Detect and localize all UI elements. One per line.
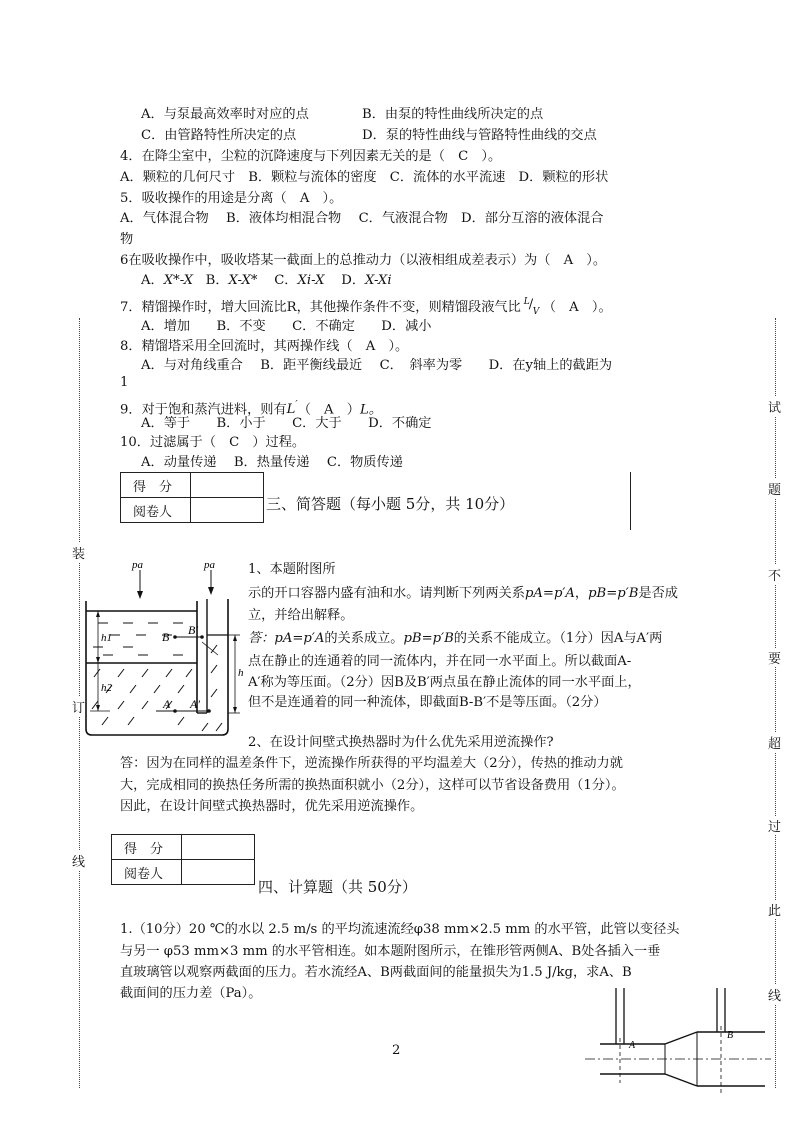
calc1-line1: 1.（10分）20 ℃的水以 2.5 m/s 的平均流速流经φ38 mm×2.5 mm 的水平管，此管以变径头	[120, 922, 680, 937]
page-number: 2	[392, 1043, 401, 1058]
q7-stem-text: 7．精馏操作时，增大回流比R，其他操作条件不变，则精馏段液气比	[120, 300, 521, 315]
score-label: 得 分	[112, 835, 182, 860]
q9-stem-end: L。	[359, 402, 382, 418]
q6-opt-c-label: C．	[274, 273, 298, 288]
grader-label: 阅卷人	[112, 860, 182, 885]
sa2-question: 2、在设计间壁式换热器时为什么优先采用逆流操作?	[248, 735, 554, 750]
sa1-l2-sep: ，	[574, 586, 589, 601]
margin-right-char: 不	[768, 565, 781, 584]
calc1-line2: 与另一 φ53 mm×3 mm 的水平管相连。如本题附图所示，在锥形管两侧A、B处各插入一垂	[120, 944, 661, 959]
margin-right-char: 题	[768, 479, 781, 498]
sa1-relation-a: pA=p′A	[524, 586, 575, 601]
q3-option-c: C．由管路特性所决定的点	[141, 128, 297, 143]
q9-prime: ′	[295, 400, 298, 411]
margin-right-char: 过	[768, 816, 781, 835]
figure2-pipe-diagram	[585, 988, 775, 1098]
q7-ratio-num: L	[523, 297, 530, 307]
fig1-label-h: h	[238, 667, 243, 679]
margin-left-char: 线	[72, 851, 85, 870]
sa1-line3: 立，并给出解释。	[248, 608, 354, 623]
fig1-label-b: B	[162, 630, 170, 644]
q5-stem: 5．吸收操作的用途是分离（ A ）。	[120, 191, 343, 206]
q8-options-wrap: 1	[120, 375, 129, 390]
section3-divider	[630, 472, 631, 530]
q6-opt-a-label: A．	[141, 273, 164, 288]
q7-ratio-den: V	[532, 307, 540, 317]
section3-title: 三、简答题（每小题 5分，共 10分）	[266, 495, 515, 513]
q9-stem-mid: （ A ）	[297, 402, 360, 418]
sa2-answer-line3: 因此，在设计间壁式换热器时，优先采用逆流操作。	[120, 799, 424, 814]
score-value-cell[interactable]	[191, 473, 264, 498]
sa1-relation-b: pB=p′B	[588, 586, 639, 601]
margin-right-char: 线	[768, 985, 781, 1004]
fig2-label-b: B	[727, 1030, 734, 1041]
sa1-answer-rest: 的关系不能成立。（1分）因A与A′两	[453, 631, 663, 646]
fig1-label-h1: h1	[101, 632, 112, 644]
fig1-label-a-prime: A′	[190, 697, 200, 711]
sa1-answer-line1	[248, 630, 662, 648]
fig1-label-pa-right: pa	[204, 559, 215, 571]
q10-options: A．动量传递 B．热量传递 C．物质传递	[141, 455, 403, 470]
score-table-section4	[111, 834, 255, 885]
q4-options: A．颗粒的几何尺寸 B．颗粒与流体的密度 C．流体的水平流速 D．颗粒的形状	[120, 170, 609, 185]
grader-value-cell[interactable]	[191, 498, 264, 523]
q6-opt-b-expr: X-X*	[228, 273, 258, 288]
sa1-answer-line2: 点在静止的连通着的同一流体内，并在同一水平面上。所以截面A-	[248, 654, 632, 669]
margin-right-char: 试	[768, 397, 781, 416]
sa1-answer-mid: 的关系成立。	[324, 631, 404, 646]
score-label: 得 分	[121, 473, 191, 498]
q7-ratio-slash: /	[528, 297, 534, 312]
margin-right-char: 要	[768, 648, 781, 667]
q6-opt-d-label: D．	[341, 273, 366, 288]
sa1-answer-prefix: 答：	[248, 631, 275, 646]
calc1-line3: 直玻璃管以观察两截面的压力。若水流经A、B两截面间的能量损失为1.5 J/kg，求A、B	[120, 965, 632, 980]
margin-right-char: 超	[768, 733, 781, 752]
sa1-answer-rel2: pB=p′B	[403, 631, 454, 646]
sa1-l2-text: 示的开口容器内盛有油和水。请判断下列两关系	[248, 586, 525, 601]
sa1-answer-line4: 但不是连通着的同一种流体，即截面B-B′不是等压面。（2分）	[248, 695, 607, 710]
grader-value-cell[interactable]	[182, 860, 255, 885]
figure1-container-diagram	[78, 553, 243, 743]
q7-stem-end: （ A ）。	[542, 300, 612, 315]
sa1-line2	[248, 585, 678, 603]
q6-opt-b-label: B．	[205, 273, 229, 288]
margin-right-char: 此	[768, 900, 781, 919]
sa2-answer-line2: 大，完成相同的换热任务所需的换热面积就小（2分），这样可以节省设备费用（1分）。	[120, 778, 625, 793]
sa1-answer-rel1: pA=p′A	[274, 631, 325, 646]
q7-ratio	[521, 299, 543, 317]
q9-options: A．等于 B．小于 C．大于 D．不确定	[141, 416, 432, 431]
grader-label: 阅卷人	[121, 498, 191, 523]
q6-opt-d-expr: X-Xi	[365, 273, 392, 288]
q8-options: A．与对角线重合 B．距平衡线最近 C． 斜率为零 D．在y轴上的截距为	[141, 358, 613, 373]
fig1-label-a: A	[163, 697, 171, 711]
q9-var-l: L	[286, 402, 296, 418]
q3-option-b: B．由泵的特性曲线所决定的点	[362, 107, 544, 122]
score-table-section3	[120, 472, 264, 523]
q10-stem: 10．过滤属于（ C ）过程。	[120, 435, 306, 450]
sa1-answer-line3: A′称为等压面。（2分）因B及B′两点虽在静止流体的同一水平面上，	[248, 675, 641, 690]
q4-stem: 4．在降尘室中，尘粒的沉降速度与下列因素无关的是（ C ）。	[120, 149, 502, 164]
q8-stem: 8．精馏塔采用全回流时，其两操作线（ A ）。	[120, 339, 409, 354]
q5-options-wrap: 物	[120, 232, 134, 247]
section4-title: 四、计算题（共 50分）	[258, 878, 417, 896]
sa2-answer-line1: 答：因为在同样的温差条件下，逆流操作所获得的平均温差大（2分），传热的推动力就	[120, 756, 623, 771]
sa1-line1: 1、本题附图所	[248, 562, 336, 577]
q3-option-d: D．泵的特性曲线与管路特性曲线的交点	[362, 128, 597, 143]
q3-option-a: A．与泵最高效率时对应的点	[141, 107, 309, 122]
score-value-cell[interactable]	[182, 835, 255, 860]
margin-left-char: 装	[72, 543, 85, 562]
fig2-label-a: A	[629, 1040, 636, 1051]
q9-stem-text: 9．对于饱和蒸汽进料，则有	[120, 402, 287, 418]
q5-options: A．气体混合物 B．液体均相混合物 C．气液混合物 D．部分互溶的液体混合	[120, 211, 604, 226]
q6-opt-c-expr: Xi-X	[297, 273, 325, 288]
q7-options: A．增加 B．不变 C．不确定 D．减小	[141, 319, 432, 334]
q6-options	[141, 272, 392, 290]
right-binding-dotted-line	[775, 318, 776, 1088]
margin-left-char: 订	[72, 697, 85, 716]
fig1-label-h2: h2	[101, 682, 112, 694]
sa1-l2-suffix: 是否成	[638, 586, 678, 601]
q6-opt-a-expr: X*-X	[163, 273, 194, 288]
calc1-line4: 截面间的压力差（Pa）。	[120, 986, 262, 1001]
fig1-label-b-prime: B′	[188, 623, 198, 637]
q7-stem	[120, 299, 612, 317]
fig1-label-pa-left: pa	[132, 559, 143, 571]
q6-stem: 6在吸收操作中，吸收塔某一截面上的总推动力（以液相组成差表示）为（ A ）。	[120, 253, 607, 268]
